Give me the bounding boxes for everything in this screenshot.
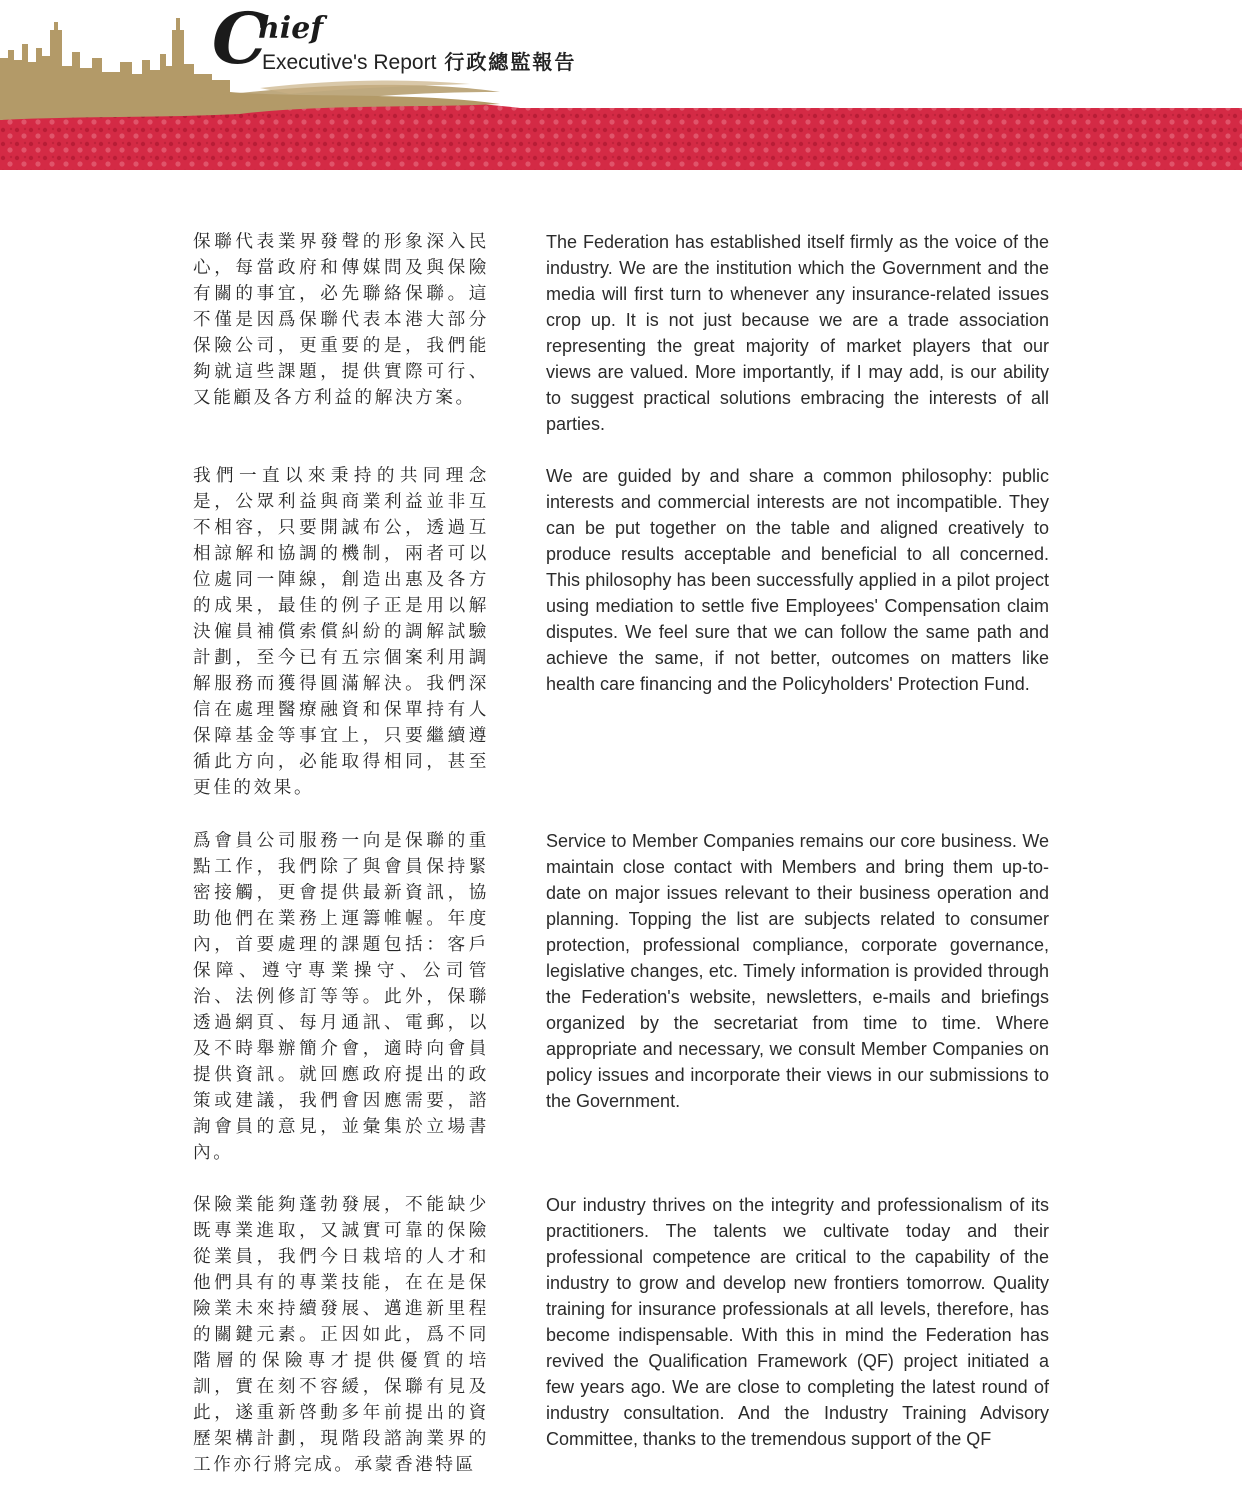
paragraph-2-english: We are guided by and share a common philosophy: public interests and commercial interests are not incompatible. They can be put together on the table and aligned creatively to produce results acceptable and beneficial to all concerned. This philosophy has been successfully applied in a pilot project using mediation to settle five Employees' Compensation claim disputes. We feel sure that we can follow the same path and achieve the same, if not better, outcomes on matters like health care financing and the Policyholders' Protection Fund. <box>546 466 1049 694</box>
paragraph-4-chinese: 保險業能夠蓬勃發展，不能缺少既專業進取，又誠實可靠的保險從業員，我們今日栽培的人才和他們具有的專業技能，在在是保險業未來持續發展、邁進新里程的關鍵元素。正因如此，爲不同階層的保險專才提供優質的培訓，實在刻不容緩，保聯有見及此，遂重新啓動多年前提出的資歷架構計劃，現階段諮詢業界的工作亦行將完成。承蒙香港特區 <box>193 1195 489 1475</box>
paragraph-1-chinese: 保聯代表業界發聲的形象深入民心，每當政府和傳媒問及與保險有關的事宜，必先聯絡保聯。這不僅是因爲保聯代表本港大部分保險公司，更重要的是，我們能夠就這些課題，提供實際可行、又能顧及各方利益的解決方案。 <box>193 232 489 408</box>
title-rest: hief <box>258 11 324 46</box>
header-banner-graphic <box>0 0 1242 172</box>
report-header <box>0 0 1242 172</box>
title-initial: C <box>212 0 268 80</box>
title-subtitle <box>262 50 576 75</box>
paragraph-2-chinese: 我們一直以來秉持的共同理念是，公眾利益與商業利益並非互不相容，只要開誠布公，透過互相諒解和協調的機制，兩者可以位處同一陣線，創造出惠及各方的成果，最佳的例子正是用以解決僱員補償索償糾紛的調解試驗計劃，至今已有五宗個案利用調解服務而獲得圓滿解決。我們深信在處理醫療融資和保單持有人保障基金等事宜上，只要繼續遵循此方向，必能取得相同，甚至更佳的效果。 <box>193 466 489 798</box>
paragraph-3-chinese: 爲會員公司服務一向是保聯的重點工作，我們除了與會員保持緊密接觸，更會提供最新資訊，協助他們在業務上運籌帷幄。年度內，首要處理的課題包括：客戶保障、遵守專業操守、公司管治、法例修訂等等。此外，保聯透過網頁、每月通訊、電郵，以及不時舉辦簡介會，適時向會員提供資訊。就回應政府提出的政策或建議，我們會因應需要，諮詢會員的意見，並彙集於立場書內。 <box>193 831 489 1163</box>
subtitle-english: Executive's Report <box>262 51 437 74</box>
paragraph-4-english: Our industry thrives on the integrity and professionalism of its practitioners. The talents we cultivate today and their professional competence are critical to the capability of the industry to grow and develop new frontiers tomorrow. Quality training for insurance professionals at all levels, therefore, has become indispensable. With this in mind the Federation has revived the Qualification Framework (QF) project initiated a few years ago. We are close to completing the latest round of industry consultation. And the Industry Training Advisory Committee, thanks to the tremendous support of the QF <box>546 1195 1049 1449</box>
subtitle-chinese: 行政總監報告 <box>444 50 577 74</box>
paragraph-1-english: The Federation has established itself firmly as the voice of the industry. We are the institution which the Government and the media will first turn to whenever any insurance-related issues crop up. It is not just because we are a trade association representing the great majority of market players that our views are valued. More importantly, if I may add, is our ability to suggest practical solutions embracing the interests of all parties. <box>546 232 1049 434</box>
paragraph-3-english: Service to Member Companies remains our core business. We maintain close contact with Members and bring them up-to-date on major issues relevant to their business operation and planning. Topping the list are subjects related to consumer protection, professional compliance, corporate governance, legislative changes, etc. Timely information is provided through the Federation's website, newsletters, e-mails and briefings organized by the secretariat from time to time. Where appropriate and necessary, we consult Member Companies on policy issues and incorporate their views in our submissions to the Government. <box>546 831 1049 1111</box>
